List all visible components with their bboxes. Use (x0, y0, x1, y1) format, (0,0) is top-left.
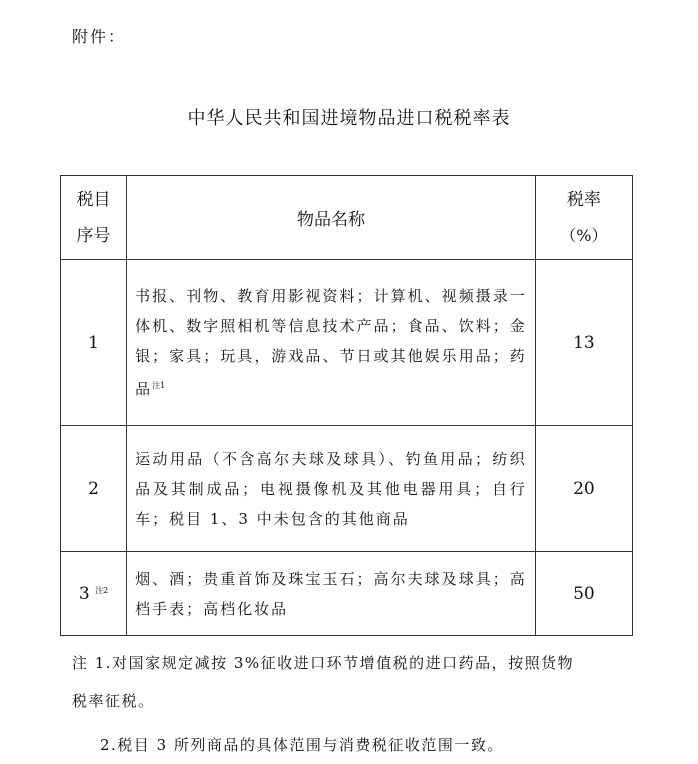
row-rate-cell (535, 426, 632, 552)
row-number: 1 (88, 332, 99, 353)
row-rate-cell (535, 260, 632, 426)
table-row (61, 260, 633, 426)
row-rate: 20 (573, 478, 595, 499)
row-number-cell (61, 260, 127, 426)
header-item-number-line1: 税目 (76, 189, 111, 210)
header-tax-rate-line1: 税率 (566, 189, 601, 210)
row-items-cell (127, 426, 536, 552)
row-number: 3 (78, 583, 90, 604)
note-1-line-2: 税率征税。 (72, 692, 155, 710)
table-header-row (61, 176, 633, 260)
row-number-cell (61, 426, 127, 552)
header-item-name: 物品名称 (127, 176, 536, 260)
header-tax-rate (535, 176, 632, 260)
row-items-text: 烟、酒；贵重首饰及珠宝玉石；高尔夫球及球具；高档手表；高档化妆品 (135, 569, 527, 618)
footnote-marker: 注2 (95, 585, 109, 595)
row-items-cell (127, 552, 536, 636)
header-item-number (61, 176, 127, 260)
row-items-text: 书报、刊物、教育用影视资料；计算机、视频摄录一体机、数字照相机等信息技术产品；食品、饮料；金银；家具；玩具，游戏品、节日或其他娱乐用品；药品 (135, 287, 527, 398)
page-title: 中华人民共和国进境物品进口税税率表 (187, 108, 511, 129)
row-items-cell (127, 260, 536, 426)
row-number: 2 (88, 478, 99, 499)
row-number-cell (61, 552, 127, 636)
row-items-text: 运动用品（不含高尔夫球及球具）、钓鱼用品；纺织品及其制成品；电视摄像机及其他电器用具；自行车；税目 1、3 中未包含的其他商品 (135, 449, 527, 528)
table-row (61, 426, 633, 552)
note-2: 2.税目 3 所列商品的具体范围与消费税征收范围一致。 (100, 736, 504, 754)
note-1-line-1: 注 1.对国家规定减按 3%征收进口环节增值税的进口药品，按照货物 (72, 654, 575, 672)
row-rate-cell (535, 552, 632, 636)
footnote-marker: 注1 (152, 381, 166, 390)
header-tax-rate-unit: （%） (560, 225, 608, 245)
table-row (61, 552, 633, 636)
header-item-number-line2: 序号 (76, 225, 111, 246)
row-rate: 13 (573, 332, 595, 353)
tax-rate-table (60, 175, 633, 636)
row-rate: 50 (573, 583, 595, 604)
attachment-label: 附件： (72, 27, 127, 46)
